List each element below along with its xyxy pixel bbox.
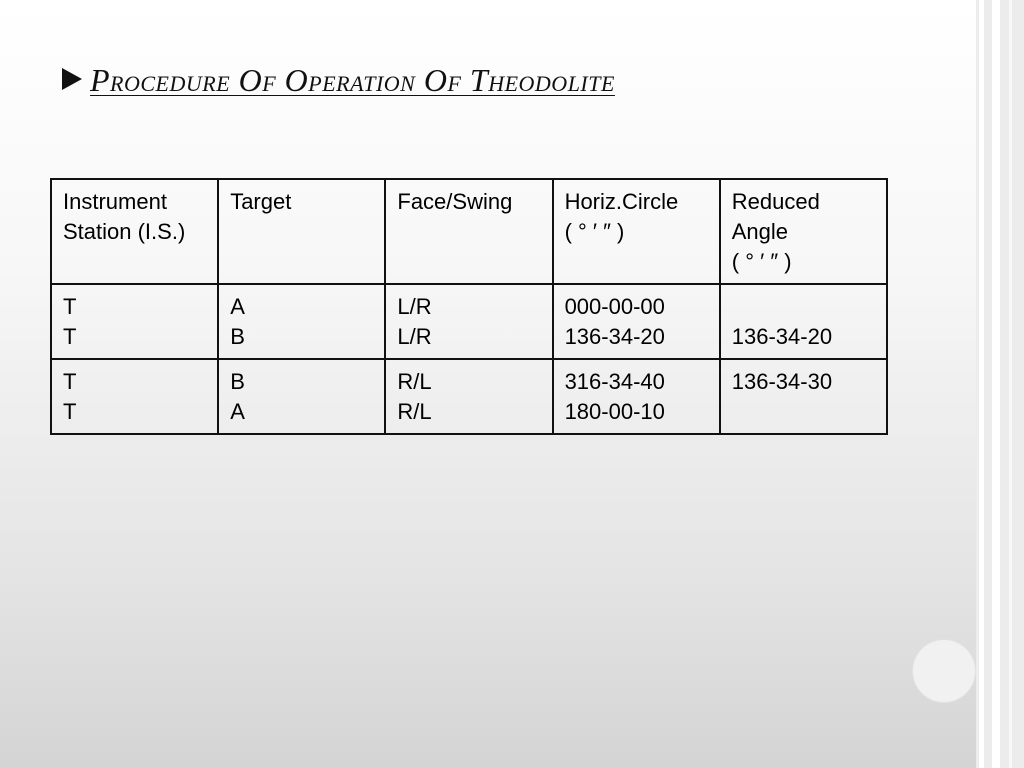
cell-line: 136-34-20 <box>731 324 833 349</box>
slide-edge-stripe <box>992 0 1000 768</box>
cell-line: R/L <box>397 369 432 394</box>
table-cell-reduced-angle <box>720 359 887 434</box>
slide-edge-stripe <box>1009 0 1012 768</box>
table-cell-horiz-circle <box>553 359 720 434</box>
table-cell-face-swing <box>385 359 552 434</box>
cell-line: L/R <box>397 324 432 349</box>
cell-line: 000-00-00 <box>564 294 665 319</box>
arrow-bullet-icon <box>62 68 82 90</box>
header-cell-horiz-circle <box>553 179 720 284</box>
cell-line: T <box>63 324 77 349</box>
cell-line: A <box>230 294 245 319</box>
table-header-row <box>51 179 887 284</box>
table-cell-target <box>218 284 385 359</box>
table-cell-instrument-station <box>51 284 218 359</box>
header-line: ( ° ′ ″ ) <box>564 219 625 244</box>
header-cell-instrument-station <box>51 179 218 284</box>
cell-line <box>732 292 876 322</box>
cell-line: 316-34-40 <box>564 369 665 394</box>
cell-line: T <box>63 399 77 424</box>
header-line: Target <box>230 189 292 214</box>
cell-line: T <box>63 294 77 319</box>
table-cell-horiz-circle <box>553 284 720 359</box>
table-row <box>51 284 887 359</box>
table-cell-reduced-angle <box>720 284 887 359</box>
header-line: Angle <box>731 219 789 244</box>
header-line: ( ° ′ ″ ) <box>731 249 792 274</box>
header-cell-reduced-angle <box>720 179 887 284</box>
header-cell-target <box>218 179 385 284</box>
cell-line: R/L <box>397 399 432 424</box>
header-line: Station (I.S.) <box>63 219 186 244</box>
table-cell-face-swing <box>385 284 552 359</box>
cell-line: B <box>230 324 245 349</box>
header-line: Horiz.Circle <box>564 189 679 214</box>
slide-title-text: Procedure Of Operation Of Theodolite <box>90 61 615 98</box>
table-cell-instrument-station <box>51 359 218 434</box>
header-line: Reduced <box>731 189 820 214</box>
cell-line: L/R <box>397 294 432 319</box>
header-line: Instrument <box>63 189 167 214</box>
header-cell-face-swing <box>385 179 552 284</box>
theodolite-readings-table <box>50 178 888 435</box>
header-line: Face/Swing <box>397 189 513 214</box>
cell-line: B <box>230 369 245 394</box>
cell-line: 136-34-30 <box>731 369 833 394</box>
table-row <box>51 359 887 434</box>
cell-line: 136-34-20 <box>564 324 665 349</box>
slide-edge-stripe <box>979 0 984 768</box>
cell-line: 180-00-10 <box>564 399 665 424</box>
table-cell-target <box>218 359 385 434</box>
slide-title <box>62 60 615 100</box>
cell-line: T <box>63 369 77 394</box>
decorative-circle <box>913 640 975 702</box>
cell-line: A <box>230 399 245 424</box>
